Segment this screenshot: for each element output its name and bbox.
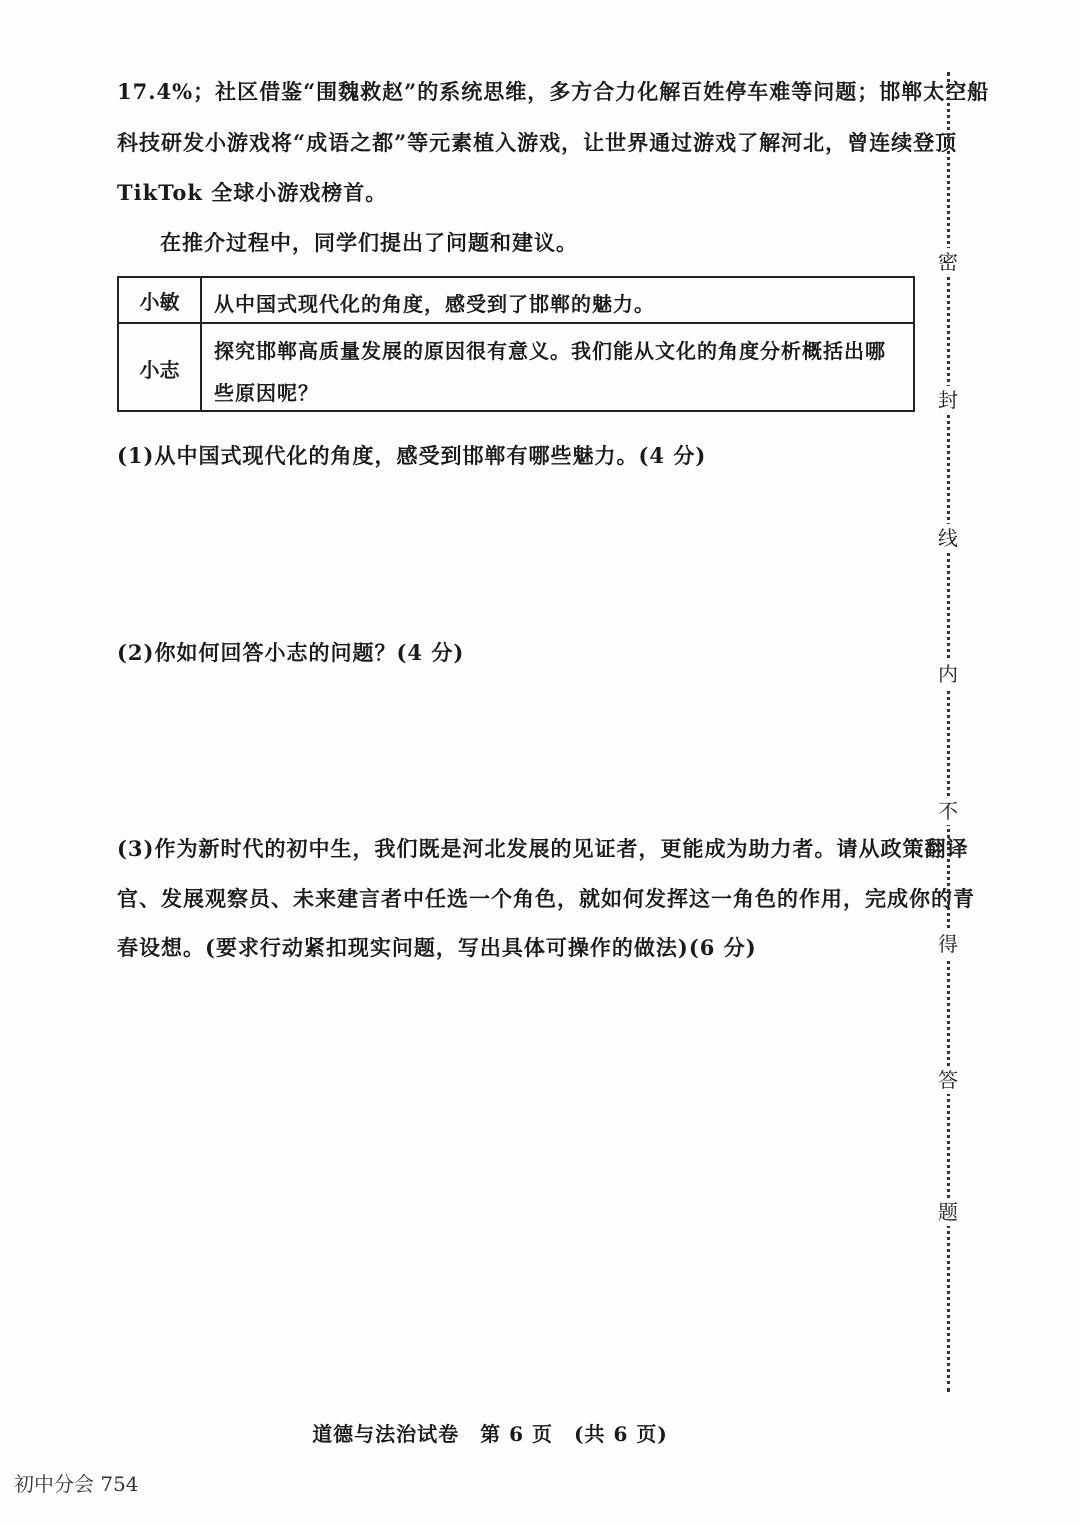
seal-char: 不 [935,797,961,825]
page-footer: 道德与法治试卷 第 6 页 (共 6 页) [312,1422,668,1446]
table-row-text-line: 些原因呢？ [214,381,319,405]
seal-char: 密 [935,248,961,276]
question-3-line-1: (3)作为新时代的初中生，我们既是河北发展的见证者，更能成为助力者。请从政策翻译 [117,836,969,861]
table-row-text: 从中国式现代化的角度，感受到了邯郸的魅力。 [214,292,655,316]
table-row-text [214,330,905,414]
question-1: (1)从中国式现代化的角度，感受到邯郸有哪些魅力。(4 分) [117,443,707,468]
intro-lead: 在推介过程中，同学们提出了问题和建议。 [160,230,578,255]
intro-line-3: TikTok 全球小游戏榜首。 [117,180,388,205]
seal-char: 题 [935,1198,961,1226]
seal-char: 得 [935,930,961,958]
seal-char: 封 [935,386,961,414]
suggestion-table [117,276,915,412]
question-3-line-3: 春设想。(要求行动紧扣现实问题，写出具体可操作的做法)(6 分) [117,935,757,960]
table-row-name: 小敏 [119,278,202,322]
question-2: (2)你如何回答小志的问题？(4 分) [117,640,465,665]
table-row-text-line: 探究邯郸高质量发展的原因很有意义。我们能从文化的角度分析概括出哪 [214,339,886,363]
table-row-name: 小志 [119,324,202,412]
intro-line-2: 科技研发小游戏将“成语之都”等元素植入游戏，让世界通过游戏了解河北，曾连续登顶 [117,130,958,155]
table-row [119,324,913,412]
intro-line-1: 17.4%；社区借鉴“围魏救赵”的系统思维，多方合力化解百姓停车难等问题；邯郸太空船 [117,79,990,104]
watermark-label: 初中分会 754 [14,1472,139,1496]
question-3-line-2: 官、发展观察员、未来建言者中任选一个角色，就如何发挥这一角色的作用，完成你的青 [117,886,975,911]
table-row [119,278,913,324]
seal-char: 线 [935,524,961,552]
seal-char: 内 [935,660,961,688]
seal-char: 答 [935,1066,961,1094]
